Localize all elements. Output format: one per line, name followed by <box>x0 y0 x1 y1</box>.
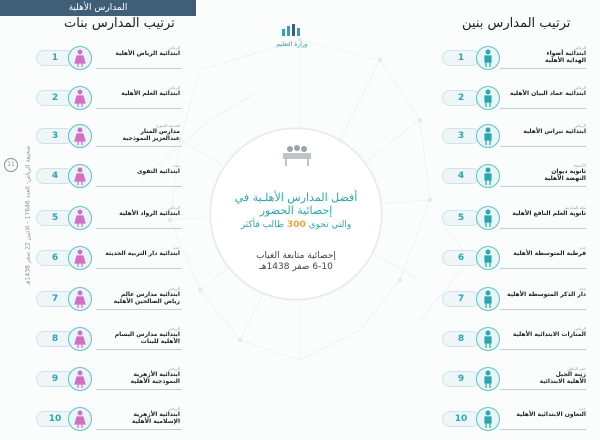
school-city: الرياض <box>574 85 586 90</box>
boy-avatar <box>476 164 500 188</box>
girl-avatar <box>68 164 92 188</box>
boy-person-icon <box>477 47 499 69</box>
center-title-line2: إحصائية الحضور <box>259 204 333 217</box>
rank-number: 10 <box>36 411 74 427</box>
rank-number: 2 <box>442 90 480 106</box>
boy-person-icon <box>477 247 499 269</box>
rank-number: 5 <box>442 210 480 226</box>
school-label <box>500 366 586 385</box>
boy-person-icon <box>477 165 499 187</box>
school-name: ابتدائية نبراس الأهلية <box>523 128 586 135</box>
school-label <box>94 245 180 257</box>
school-label <box>94 366 180 385</box>
rank-underline <box>96 389 182 390</box>
school-city: الرياض <box>168 85 180 90</box>
boy-person-icon <box>477 207 499 229</box>
girl-avatar <box>68 124 92 148</box>
girl-avatar <box>68 46 92 70</box>
girl-person-icon <box>69 408 91 430</box>
school-label <box>94 326 180 345</box>
school-city: حفر الباطن <box>567 366 586 371</box>
rank-number: 6 <box>442 250 480 266</box>
school-label <box>94 123 180 142</box>
school-name: ثانوية ديوان <box>551 168 586 175</box>
school-name: ابتدائية التقوى <box>136 168 180 175</box>
school-name-line2: النهضة الأهلية <box>544 175 586 182</box>
school-city: الرياض <box>574 45 586 50</box>
girl-avatar <box>68 407 92 431</box>
girl-avatar <box>68 287 92 311</box>
girl-person-icon <box>69 207 91 229</box>
school-name-line2: الهداية الأهلية <box>545 57 586 64</box>
rank-underline <box>96 108 182 109</box>
boy-avatar <box>476 124 500 148</box>
school-name: مدارس المنار <box>140 128 180 135</box>
girl-avatar <box>68 86 92 110</box>
rank-underline <box>96 186 182 187</box>
boy-person-icon <box>477 288 499 310</box>
girl-person-icon <box>69 368 91 390</box>
ministry-logo <box>262 22 322 48</box>
school-city: الأحساء <box>573 163 586 168</box>
school-city: الرياض <box>574 123 586 128</box>
rank-underline <box>500 349 586 350</box>
page-number-badge: 11 <box>4 158 18 172</box>
school-city: الرياض <box>574 326 586 331</box>
rank-underline <box>500 68 586 69</box>
school-city: الرياض <box>168 326 180 331</box>
school-name-line2: الأهلية للبنات <box>140 338 180 345</box>
girl-person-icon <box>69 328 91 350</box>
school-name: دار الذكر المتوسطة الأهلية <box>506 291 586 298</box>
girl-avatar <box>68 367 92 391</box>
school-name-line2: عبدالعزيز النموذجية <box>122 135 180 142</box>
school-label <box>500 85 586 97</box>
rank-underline <box>500 309 586 310</box>
center-title-line3-c: طالب فأكثر <box>240 220 287 230</box>
rank-underline <box>500 268 586 269</box>
school-name: ابتدائية الرياض الأهلية <box>115 50 180 57</box>
school-city: الرياض <box>168 45 180 50</box>
rank-underline <box>96 228 182 229</box>
rank-number: 3 <box>442 128 480 144</box>
school-name: زينة الجيل <box>555 371 586 378</box>
school-name-line2: رياض الصالحين الأهلية <box>113 298 180 305</box>
school-label <box>500 123 586 135</box>
school-name: ثانوية العلم النافع الأهلية <box>512 210 586 217</box>
school-city: الرياض <box>168 366 180 371</box>
school-name: ابتدائية العلم الأهلية <box>121 90 180 97</box>
rank-number: 7 <box>36 291 74 307</box>
rank-number: 1 <box>36 50 74 66</box>
school-label <box>500 45 586 64</box>
ministry-logo-text: وزارة التعليم <box>276 41 308 48</box>
boy-avatar <box>476 206 500 230</box>
rank-number: 4 <box>442 168 480 184</box>
boy-avatar <box>476 407 500 431</box>
rank-underline <box>500 389 586 390</box>
school-label <box>94 205 180 217</box>
rank-underline <box>96 68 182 69</box>
boy-avatar <box>476 287 500 311</box>
rank-number: 7 <box>442 291 480 307</box>
school-name: قرطبة المتوسطة الأهلية <box>513 250 586 257</box>
rank-underline <box>96 349 182 350</box>
school-city: مكة المكرمة <box>564 205 586 210</box>
girl-person-icon <box>69 165 91 187</box>
boy-avatar <box>476 327 500 351</box>
school-label <box>500 245 586 257</box>
center-title-line3-a: والتي تحوي <box>305 220 352 230</box>
school-city: الرياض <box>168 286 180 291</box>
girl-avatar <box>68 246 92 270</box>
rank-underline <box>96 146 182 147</box>
girls-column-title: ترتيب المدارس بنات <box>64 16 175 31</box>
boy-person-icon <box>477 408 499 430</box>
girl-person-icon <box>69 47 91 69</box>
school-label <box>94 45 180 57</box>
school-label <box>94 406 180 425</box>
boy-person-icon <box>477 87 499 109</box>
rank-underline <box>96 268 182 269</box>
rank-number: 9 <box>36 371 74 387</box>
girl-person-icon <box>69 87 91 109</box>
school-name: المنارات الابتدائية الأهلية <box>512 331 586 338</box>
rank-underline <box>500 186 586 187</box>
rank-underline <box>500 108 586 109</box>
school-name-line2: النموذجية الأهلية <box>130 378 180 385</box>
rank-number: 10 <box>442 411 480 427</box>
rank-number: 5 <box>36 210 74 226</box>
school-label <box>500 163 586 182</box>
school-name-line2: الأهلية الابتدائية <box>539 378 586 385</box>
school-label <box>94 286 180 305</box>
rank-number: 8 <box>442 331 480 347</box>
boy-avatar <box>476 46 500 70</box>
school-name: التعاون الابتدائية الأهلية <box>516 411 586 418</box>
rank-number: 6 <box>36 250 74 266</box>
center-subtitle-line1: إحصائية متابعة الغياب <box>256 251 336 261</box>
rank-number: 9 <box>442 371 480 387</box>
school-name: ابتدائية مدارس عالم <box>120 291 180 298</box>
school-label <box>94 163 180 175</box>
school-label <box>500 286 586 298</box>
center-title-line1: أفضل المدارس الأهلـية في <box>234 191 358 204</box>
school-name: ابتدائية الرواد الأهلية <box>119 210 180 217</box>
girl-avatar <box>68 206 92 230</box>
rank-underline <box>500 228 586 229</box>
school-name-line2: الإسلامية الأهلية <box>131 418 180 425</box>
section-tag: المدارس الأهلية <box>0 0 196 16</box>
school-label <box>500 326 586 338</box>
boy-avatar <box>476 86 500 110</box>
center-title-line3 <box>241 220 352 230</box>
center-subtitle-line2: 6-10 صفر 1438هـ <box>259 262 333 272</box>
rank-number: 4 <box>36 168 74 184</box>
rank-underline <box>500 146 586 147</box>
school-city: الرياض <box>168 205 180 210</box>
center-title-300: 300 <box>286 220 306 230</box>
center-title <box>215 191 377 232</box>
school-label <box>94 85 180 97</box>
girl-person-icon <box>69 125 91 147</box>
boys-column-title: ترتيب المدارس بنين <box>462 16 571 31</box>
school-name: ابتدائية الأزهرية <box>133 371 180 378</box>
school-name: ابتدائية عماد البيان الأهلية <box>509 90 586 97</box>
school-city: جدة <box>579 286 586 291</box>
boy-person-icon <box>477 328 499 350</box>
school-city: الرياض <box>168 406 180 411</box>
school-label <box>500 406 586 418</box>
boy-avatar <box>476 246 500 270</box>
girl-person-icon <box>69 288 91 310</box>
center-subtitle <box>215 251 377 273</box>
classroom-desks-icon <box>281 145 313 167</box>
school-city: المدينة المنورة <box>155 123 180 128</box>
rank-underline <box>96 429 182 430</box>
school-city: جدة <box>173 245 180 250</box>
rank-underline <box>96 309 182 310</box>
rank-number: 8 <box>36 331 74 347</box>
school-name: ابتدائية دار التربية الحديثة <box>105 250 180 257</box>
school-city: جدة <box>579 245 586 250</box>
school-name: ابتدائية الأزهرية <box>133 411 180 418</box>
girl-avatar <box>68 327 92 351</box>
boy-person-icon <box>477 368 499 390</box>
newspaper-side-caption: صحيفة الرياض- العدد 17646 - الاثنين 22 صفر 1438هـ <box>24 145 32 286</box>
rank-number: 1 <box>442 50 480 66</box>
school-label <box>500 205 586 217</box>
ministry-logo-icon <box>280 23 304 37</box>
rank-underline <box>500 429 586 430</box>
school-name: ابتدائية أضواء <box>546 50 586 57</box>
boy-avatar <box>476 367 500 391</box>
school-name: ابتدائية مدارس البسام <box>114 331 180 338</box>
school-city: جدة <box>173 163 180 168</box>
center-summary-circle <box>210 128 382 300</box>
rank-number: 3 <box>36 128 74 144</box>
rank-number: 2 <box>36 90 74 106</box>
school-city: جدة <box>579 406 586 411</box>
girl-person-icon <box>69 247 91 269</box>
boy-person-icon <box>477 125 499 147</box>
